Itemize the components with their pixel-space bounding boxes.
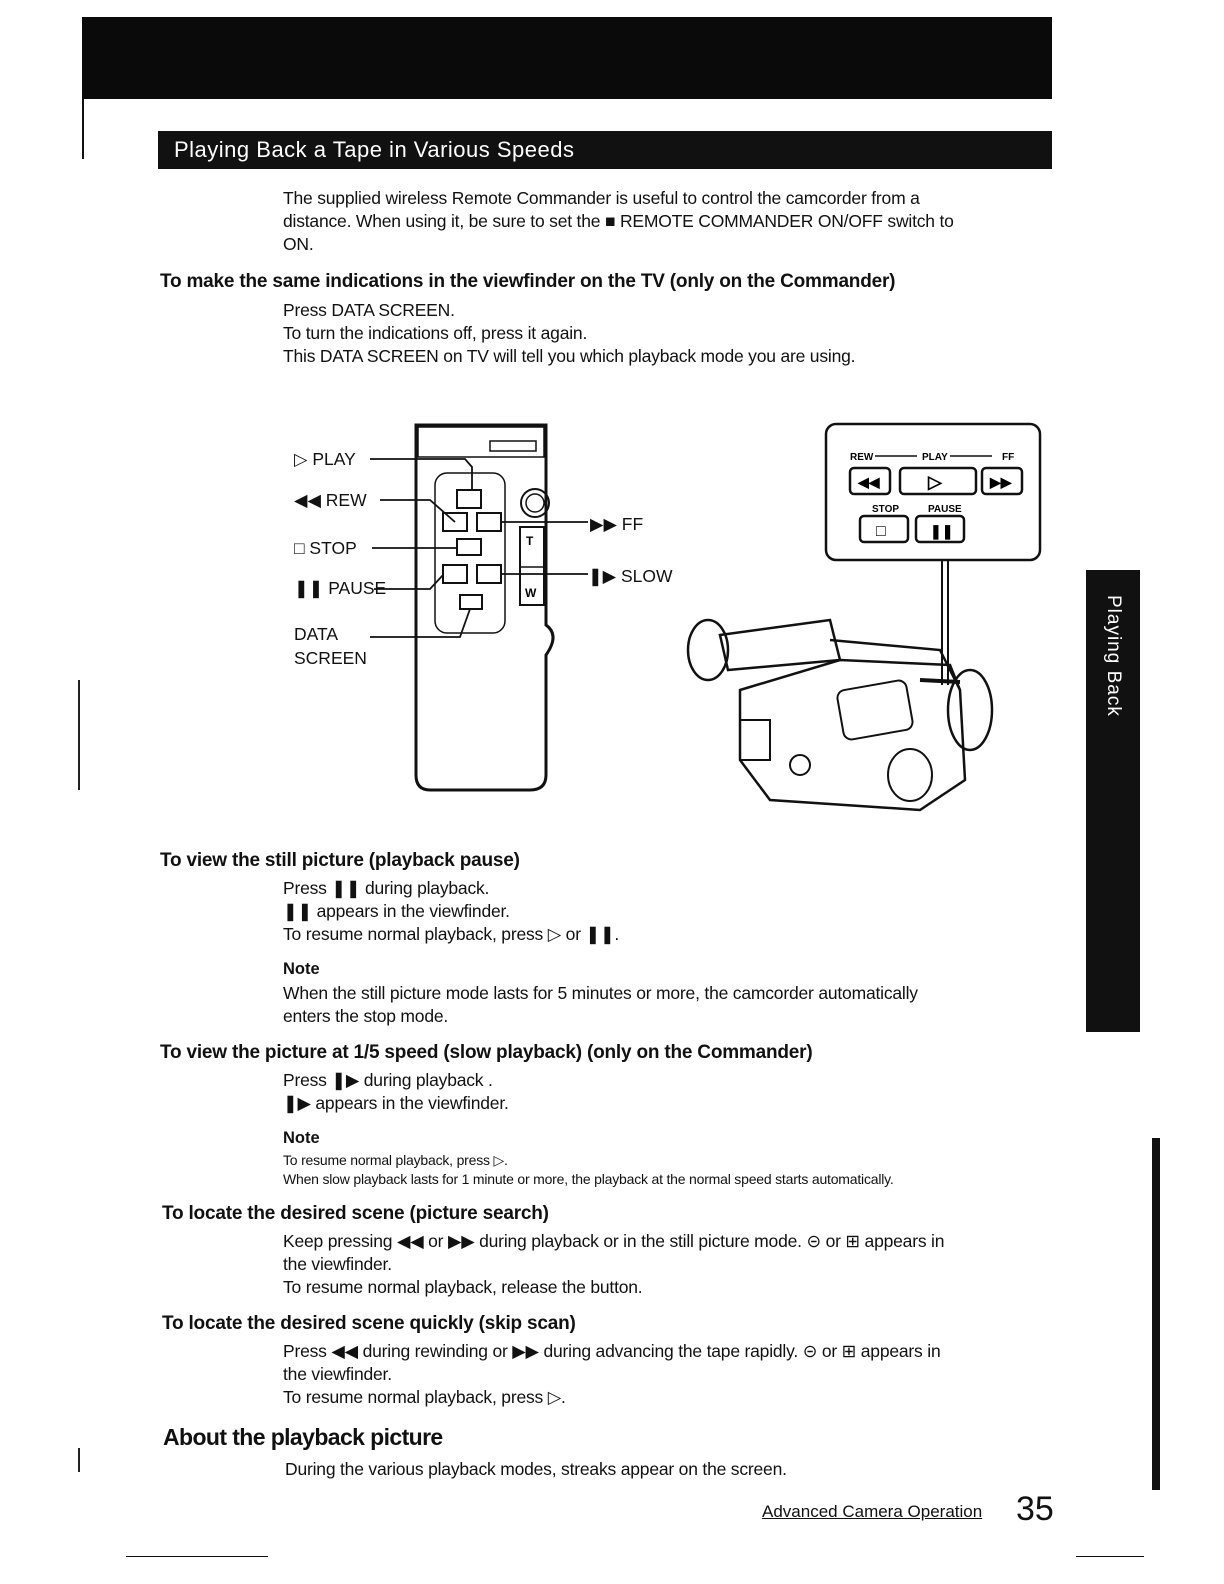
tv-display-text — [283, 299, 855, 368]
remote-top-panel — [418, 427, 544, 457]
tv-display-line: To turn the indications off, press it again. — [283, 323, 588, 343]
ff-button-shape — [477, 513, 501, 531]
svg-text:❚❚: ❚❚ — [930, 523, 954, 539]
about-text: During the various playback modes, streaks appear on the screen. — [285, 1459, 787, 1479]
still-picture-heading: To view the still picture (playback pause) — [160, 850, 520, 871]
edge-bar — [1152, 1138, 1160, 1490]
play-button-shape — [457, 490, 481, 508]
panel-stop-label: STOP — [872, 504, 900, 515]
svg-text:▷: ▷ — [928, 472, 942, 492]
ff-label: ▶▶ FF — [590, 514, 644, 534]
data-screen-label-2: SCREEN — [294, 648, 367, 668]
viewfinder-eyecup — [688, 620, 728, 680]
side-tab-label: Playing Back — [1103, 595, 1124, 717]
bottom-rule — [1076, 1556, 1144, 1557]
svg-text:▶▶: ▶▶ — [990, 474, 1012, 490]
intro-text — [283, 187, 954, 256]
slow-button-shape — [477, 565, 501, 583]
skip-scan-text — [283, 1340, 941, 1409]
still-picture-note-line: enters the stop mode. — [283, 1006, 449, 1026]
skip-scan-line: the viewfinder. — [283, 1364, 392, 1384]
skip-scan-line: To resume normal playback, press ▷. — [283, 1387, 566, 1407]
page-number: 35 — [1016, 1490, 1054, 1528]
pause-label: ❚❚ PAUSE — [294, 578, 387, 598]
control-panel-callout — [826, 424, 1040, 560]
intro-line: distance. When using it, be sure to set the ■ REMOTE COMMANDER ON/OFF switch to — [283, 211, 954, 231]
skip-scan-line: Press ◀◀ during rewinding or ▶▶ during advancing the tape rapidly. ⊝ or ⊞ appears in — [283, 1341, 941, 1361]
picture-search-line: To resume normal playback, release the button. — [283, 1277, 643, 1297]
intro-line: The supplied wireless Remote Commander is useful to control the camcorder from a — [283, 188, 920, 208]
still-picture-line: ❚❚ appears in the viewfinder. — [283, 901, 510, 921]
picture-search-line: Keep pressing ◀◀ or ▶▶ during playback or in the still picture mode. ⊝ or ⊞ appears in — [283, 1231, 945, 1251]
still-picture-text — [283, 877, 619, 946]
side-tab — [1086, 570, 1140, 1032]
data-screen-button-shape — [460, 595, 482, 609]
still-picture-line: To resume normal playback, press ▷ or ❚❚. — [283, 924, 620, 944]
data-screen-label-1: DATA — [294, 624, 339, 644]
stop-button-shape — [457, 539, 481, 555]
footer-section-label: Advanced Camera Operation — [762, 1502, 983, 1521]
margin-tick — [78, 1448, 80, 1472]
tv-display-line: This DATA SCREEN on TV will tell you which playback mode you are using. — [283, 346, 856, 366]
skip-scan-heading: To locate the desired scene quickly (skip scan) — [162, 1313, 576, 1334]
still-picture-note-line: When the still picture mode lasts for 5 minutes or more, the camcorder automatically — [283, 983, 918, 1003]
panel-pause-label: PAUSE — [928, 504, 962, 515]
slow-playback-note — [283, 1151, 894, 1189]
hold-switch — [490, 441, 536, 451]
play-label: ▷ PLAY — [294, 449, 356, 469]
zoom-w-label: W — [525, 586, 537, 600]
camcorder-illustration — [680, 420, 1050, 820]
bottom-rule — [126, 1556, 268, 1557]
slow-label: ❚▶ SLOW — [588, 566, 673, 586]
section-title: Playing Back a Tape in Various Speeds — [158, 131, 1052, 169]
svg-text:□: □ — [876, 523, 886, 540]
panel-rew-label: REW — [850, 452, 874, 463]
zoom-t-label: T — [526, 534, 534, 548]
svg-text:◀◀: ◀◀ — [858, 474, 880, 490]
remote-commander-illustration — [360, 415, 600, 800]
slow-playback-note-line: To resume normal playback, press ▷. — [283, 1152, 508, 1168]
slow-playback-note-label: Note — [283, 1129, 320, 1147]
tv-display-heading: To make the same indications in the viewfinder on the TV (only on the Commander) — [160, 271, 896, 292]
panel-play-label: PLAY — [922, 452, 948, 463]
stop-label: □ STOP — [294, 538, 357, 558]
pause-button-shape — [443, 565, 467, 583]
picture-search-heading: To locate the desired scene (picture search) — [162, 1203, 549, 1224]
about-heading: About the playback picture — [163, 1424, 443, 1450]
slow-playback-heading: To view the picture at 1/5 speed (slow playback) (only on the Commander) — [160, 1042, 813, 1063]
slow-playback-line: Press ❚▶ during playback . — [283, 1070, 493, 1090]
slow-playback-note-line: When slow playback lasts for 1 minute or more, the playback at the normal speed starts automatically. — [283, 1171, 894, 1187]
header-bar — [82, 17, 1052, 99]
tv-display-line: Press DATA SCREEN. — [283, 300, 455, 320]
still-picture-note-label: Note — [283, 960, 320, 978]
intro-line: ON. — [283, 234, 314, 254]
still-picture-line: Press ❚❚ during playback. — [283, 878, 490, 898]
rew-label: ◀◀ REW — [294, 490, 367, 510]
picture-search-text — [283, 1230, 944, 1299]
slow-playback-line: ❚▶ appears in the viewfinder. — [283, 1093, 509, 1113]
panel-ff-label: FF — [1002, 452, 1015, 463]
picture-search-line: the viewfinder. — [283, 1254, 392, 1274]
margin-rule — [82, 99, 84, 159]
margin-tick — [78, 680, 80, 790]
still-picture-note — [283, 982, 918, 1028]
slow-playback-text — [283, 1069, 509, 1115]
